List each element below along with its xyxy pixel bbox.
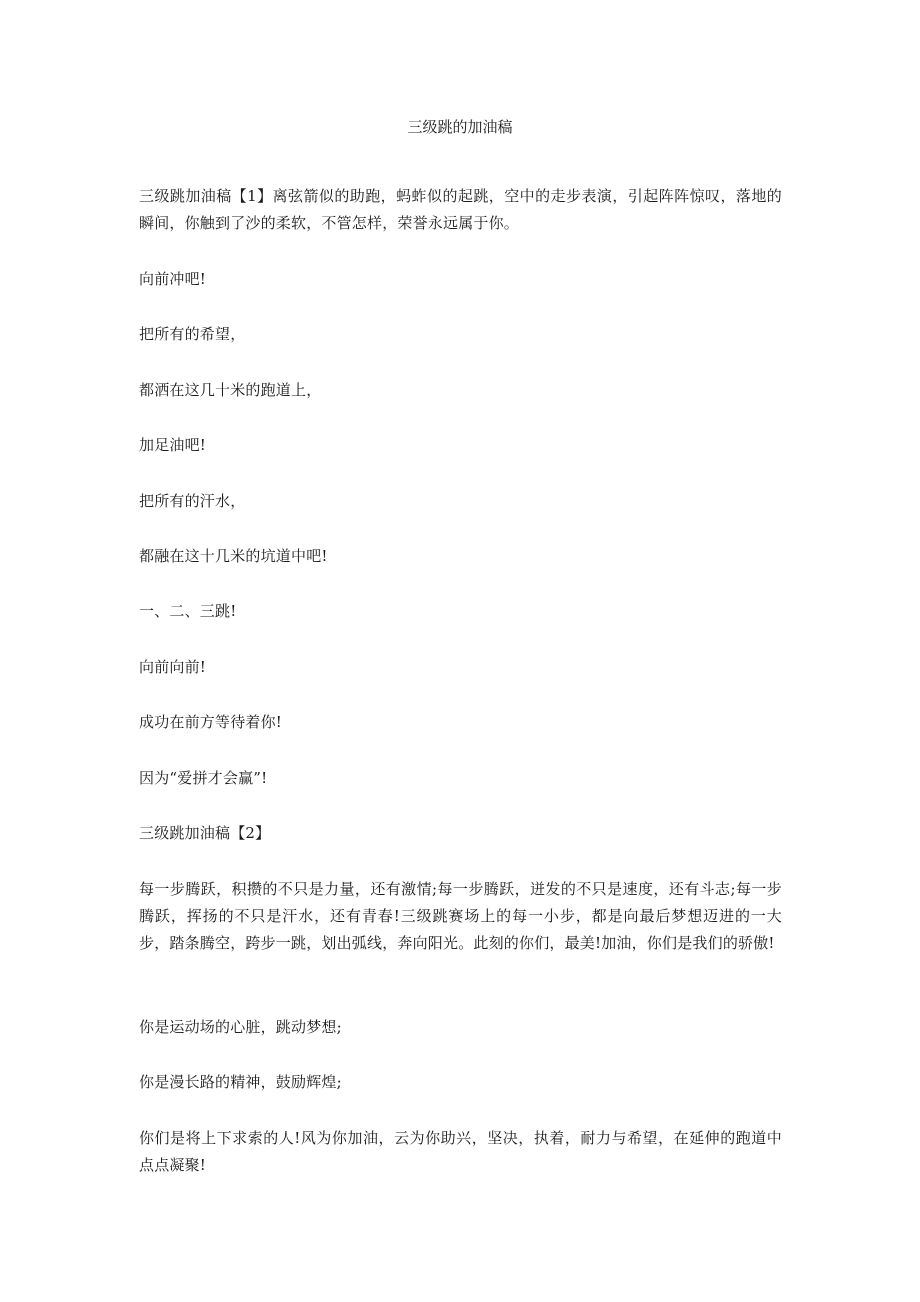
paragraph-body: 你们是将上下求索的人!风为你加油，云为你助兴，坚决，执着，耐力与希望，在延伸的跑道中点点凝聚! <box>139 1129 782 1174</box>
paragraph-line: 向前向前! <box>139 658 207 676</box>
paragraph-line: 你是漫长路的精神，鼓励辉煌; <box>139 1073 342 1091</box>
section-heading: 三级跳加油稿【2】 <box>139 824 271 842</box>
paragraph-line: 你是运动场的心脏，跳动梦想; <box>139 1018 342 1036</box>
paragraph-intro: 三级跳加油稿【1】离弦箭似的助跑，蚂蚱似的起跳，空中的走步表演，引起阵阵惊叹，落地的瞬间，你触到了沙的柔软，不管怎样，荣誉永远属于你。 <box>139 187 782 232</box>
paragraph-line: 都融在这十几米的坑道中吧! <box>139 547 328 565</box>
paragraph-line: 因为“爱拼才会赢”! <box>139 769 268 787</box>
paragraph-line: 加足油吧! <box>139 436 207 454</box>
paragraph-line: 把所有的汗水， <box>139 492 246 510</box>
paragraph-line: 成功在前方等待着你! <box>139 713 283 731</box>
paragraph-body: 每一步腾跃，积攒的不只是力量，还有激情;每一步腾跃，迸发的不只是速度，还有斗志;每一步腾跃，挥扬的不只是汗水，还有青春!三级跳赛场上的每一小步，都是向最后梦想迈进的一大步，踏条腾空，跨步一跳，划出弧线，奔向阳光。此刻的你们，最美!加油，你们是我们的骄傲! <box>139 880 782 952</box>
paragraph-line: 向前冲吧! <box>139 270 207 288</box>
paragraph-line: 把所有的希望， <box>139 325 246 343</box>
document-title: 三级跳的加油稿 <box>407 118 513 136</box>
paragraph-line: 都洒在这几十米的跑道上， <box>139 381 322 399</box>
paragraph-line: 一、二、三跳! <box>139 602 237 620</box>
